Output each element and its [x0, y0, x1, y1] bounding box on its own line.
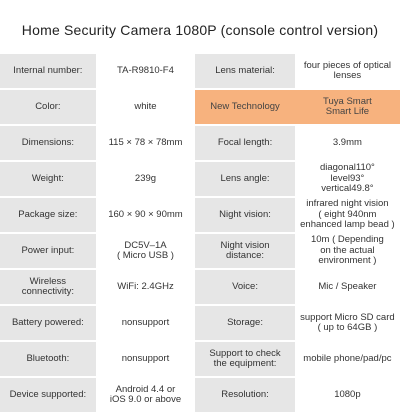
- spec-value: WiFi: 2.4GHz: [96, 270, 196, 304]
- spec-value: DC5V–1A ( Micro USB ): [96, 234, 196, 268]
- spec-label: Wireless connectivity:: [0, 270, 96, 304]
- spec-value: support Micro SD card ( up to 64GB ): [295, 306, 400, 340]
- spec-value: nonsupport: [96, 306, 196, 340]
- spec-label: Lens angle:: [195, 162, 295, 196]
- spec-label: Weight:: [0, 162, 96, 196]
- spec-value: white: [96, 90, 196, 124]
- spec-value: Android 4.4 or iOS 9.0 or above: [96, 378, 196, 412]
- spec-row: [0, 162, 400, 196]
- spec-label: Support to check the equipment:: [195, 342, 295, 376]
- spec-label: Battery powered:: [0, 306, 96, 340]
- spec-label: Device supported:: [0, 378, 96, 412]
- spec-value: mobile phone/pad/pc: [295, 342, 400, 376]
- spec-row: [0, 126, 400, 160]
- spec-value: 10m ( Depending on the actual environment ): [295, 234, 400, 268]
- spec-row: [0, 342, 400, 376]
- spec-table: [0, 52, 400, 414]
- spec-value: TA-R9810-F4: [96, 54, 196, 88]
- spec-label: Lens material:: [195, 54, 295, 88]
- spec-value: 115 × 78 × 78mm: [96, 126, 196, 160]
- spec-row: [0, 270, 400, 304]
- spec-label: Voice:: [195, 270, 295, 304]
- spec-label: Focal length:: [195, 126, 295, 160]
- spec-row: [0, 90, 400, 124]
- spec-value: 3.9mm: [295, 126, 400, 160]
- page-title: Home Security Camera 1080P (console control version): [21, 22, 379, 38]
- spec-row: [0, 378, 400, 412]
- spec-label: Resolution:: [195, 378, 295, 412]
- spec-row: [0, 234, 400, 268]
- spec-value: 239g: [96, 162, 196, 196]
- spec-value: Tuya Smart Smart Life: [295, 90, 400, 124]
- spec-value: infrared night vision ( eight 940nm enhanced lamp bead ): [295, 198, 400, 232]
- spec-label: Dimensions:: [0, 126, 96, 160]
- spec-label: Night vision:: [195, 198, 295, 232]
- spec-row: [0, 198, 400, 232]
- spec-value: four pieces of optical lenses: [295, 54, 400, 88]
- spec-value: 160 × 90 × 90mm: [96, 198, 196, 232]
- spec-label: Power input:: [0, 234, 96, 268]
- spec-label: Internal number:: [0, 54, 96, 88]
- spec-value: 1080p: [295, 378, 400, 412]
- spec-value: diagonal110° level93° vertical49.8°: [295, 162, 400, 196]
- spec-label: Package size:: [0, 198, 96, 232]
- spec-label: Color:: [0, 90, 96, 124]
- spec-label: Bluetooth:: [0, 342, 96, 376]
- spec-value: nonsupport: [96, 342, 196, 376]
- spec-label: Storage:: [195, 306, 295, 340]
- spec-row: [0, 54, 400, 88]
- spec-value: Mic / Speaker: [295, 270, 400, 304]
- spec-row: [0, 306, 400, 340]
- spec-label: New Technology: [195, 90, 295, 124]
- spec-label: Night vision distance:: [195, 234, 295, 268]
